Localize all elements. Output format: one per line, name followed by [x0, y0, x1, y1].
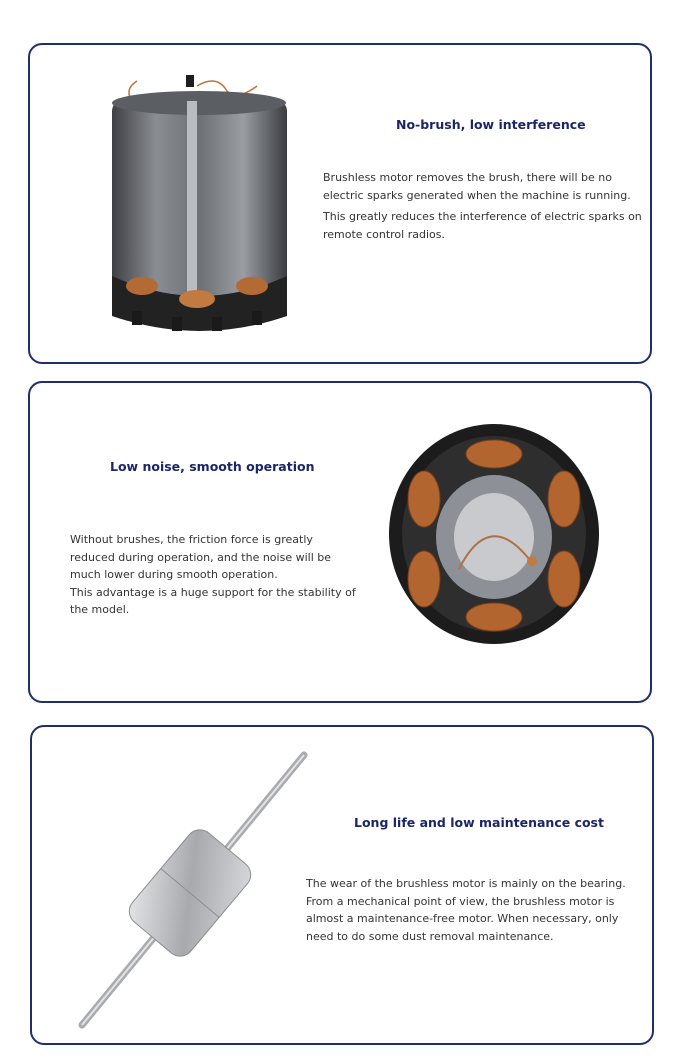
description-paragraph: From a mechanical point of view, the brushless motor is almost a maintenance-free motor. When necessary, only need to do some dust removal maintenance.	[306, 894, 619, 943]
section-description	[70, 531, 356, 619]
section-description	[306, 875, 640, 945]
stator-side-image	[102, 71, 302, 341]
section-title: No-brush, low interference	[396, 117, 586, 132]
section-title: Long life and low maintenance cost	[354, 815, 604, 830]
description-paragraph: Brushless motor removes the brush, there will be no electric sparks generated when the machine is running.	[323, 171, 631, 202]
section-title: Low noise, smooth operation	[110, 459, 315, 474]
description-paragraph: This greatly reduces the interference of electric sparks on remote control radios.	[323, 210, 642, 241]
feature-card-long-life	[30, 725, 654, 1045]
feature-card-low-noise	[28, 381, 652, 703]
stator-ring-image	[384, 419, 604, 649]
rotor-shaft-image	[72, 743, 322, 1033]
description-paragraph: This advantage is a huge support for the stability of the model.	[70, 585, 356, 616]
description-paragraph: The wear of the brushless motor is mainly on the bearing.	[306, 877, 626, 890]
feature-card-no-brush	[28, 43, 652, 364]
description-paragraph: Without brushes, the friction force is greatly reduced during operation, and the noise will be much lower during smooth operation.	[70, 533, 331, 581]
section-description	[323, 169, 643, 243]
